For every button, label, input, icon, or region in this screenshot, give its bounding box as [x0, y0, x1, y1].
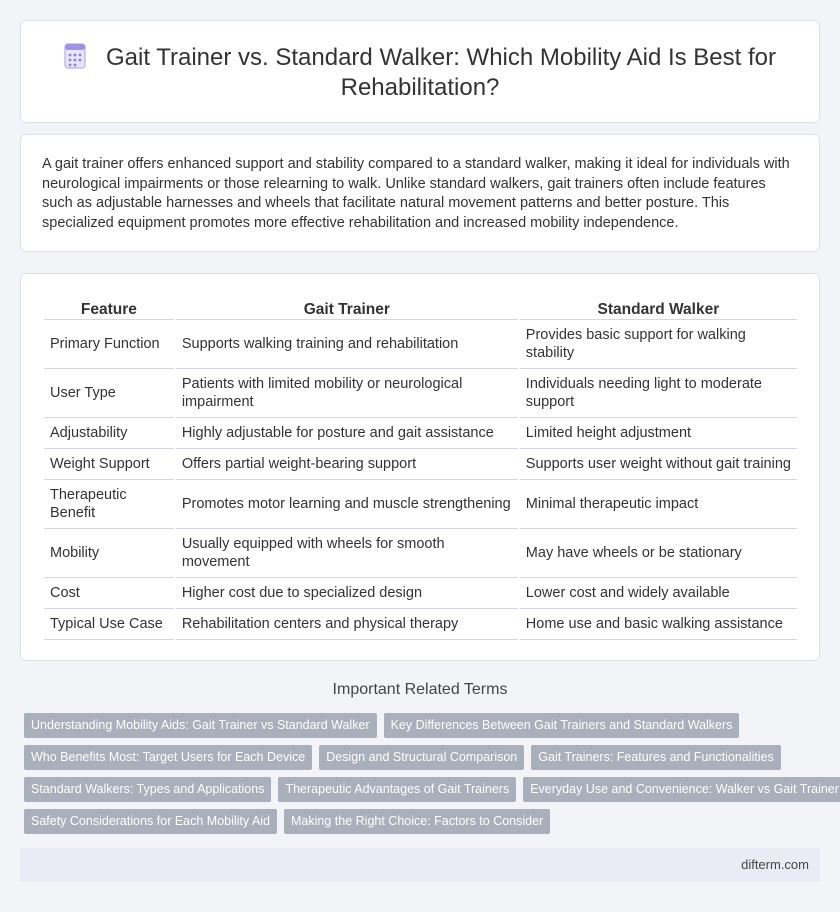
intro-paragraph: A gait trainer offers enhanced support and stability compared to a standard walker, making it ideal for individuals with neurological impairments or those relearning to walk. Unlike standard walkers, gait trainers often include features such as adjustable harnesses and wheels that facilitate natural movement patterns and better posture. This specialized equipment promotes more effective rehabilitation and increased mobility independence.: [42, 156, 790, 231]
table-row: [44, 369, 797, 418]
related-term-tag[interactable]: Standard Walkers: Types and Applications: [24, 777, 271, 802]
gait-trainer-cell: Rehabilitation centers and physical therapy: [176, 609, 518, 640]
related-term-tag[interactable]: Safety Considerations for Each Mobility Aid: [24, 809, 277, 834]
footer: [20, 848, 820, 882]
header-standard-walker: Standard Walker: [520, 294, 797, 320]
gait-trainer-cell: Promotes motor learning and muscle strengthening: [176, 480, 518, 529]
related-term-tag[interactable]: Gait Trainers: Features and Functionalities: [531, 745, 781, 770]
gait-trainer-cell: Highly adjustable for posture and gait assistance: [176, 418, 518, 449]
header-feature: Feature: [44, 294, 174, 320]
feature-cell: Primary Function: [44, 320, 174, 369]
standard-walker-cell: Provides basic support for walking stability: [520, 320, 797, 369]
feature-cell: Weight Support: [44, 449, 174, 480]
related-term-tag[interactable]: Key Differences Between Gait Trainers and Standard Walkers: [384, 713, 740, 738]
table-row: [44, 449, 797, 480]
related-term-tag[interactable]: Therapeutic Advantages of Gait Trainers: [278, 777, 516, 802]
gait-trainer-cell: Supports walking training and rehabilitation: [176, 320, 518, 369]
standard-walker-cell: Lower cost and widely available: [520, 578, 797, 609]
table-row: [44, 480, 797, 529]
feature-cell: Mobility: [44, 529, 174, 578]
feature-cell: Typical Use Case: [44, 609, 174, 640]
table-row: [44, 529, 797, 578]
feature-cell: Adjustability: [44, 418, 174, 449]
footer-site-link[interactable]: difterm.com: [741, 857, 809, 872]
standard-walker-cell: Minimal therapeutic impact: [520, 480, 797, 529]
related-term-tag[interactable]: Who Benefits Most: Target Users for Each Device: [24, 745, 312, 770]
feature-cell: User Type: [44, 369, 174, 418]
gait-trainer-cell: Offers partial weight-bearing support: [176, 449, 518, 480]
page-title-row: [21, 43, 819, 103]
standard-walker-cell: May have wheels or be stationary: [520, 529, 797, 578]
standard-walker-cell: Supports user weight without gait training: [520, 449, 797, 480]
standard-walker-cell: Home use and basic walking assistance: [520, 609, 797, 640]
page-title: Gait Trainer vs. Standard Walker: Which Mobility Aid Is Best for Rehabilitation?: [105, 44, 776, 101]
comparison-table-card: [20, 273, 820, 661]
standard-walker-cell: Individuals needing light to moderate support: [520, 369, 797, 418]
header-gait-trainer: Gait Trainer: [176, 294, 518, 320]
related-terms-title: Important Related Terms: [332, 681, 508, 698]
standard-walker-cell: Limited height adjustment: [520, 418, 797, 449]
gait-trainer-cell: Higher cost due to specialized design: [176, 578, 518, 609]
comparison-table: [42, 294, 799, 640]
gait-trainer-cell: Patients with limited mobility or neurological impairment: [176, 369, 518, 418]
header-card: [20, 20, 820, 123]
feature-cell: Therapeutic Benefit: [44, 480, 174, 529]
table-row: [44, 578, 797, 609]
table-row: [44, 418, 797, 449]
related-term-tag[interactable]: Understanding Mobility Aids: Gait Trainer vs Standard Walker: [24, 713, 377, 738]
feature-cell: Cost: [44, 578, 174, 609]
table-row: [44, 320, 797, 369]
related-terms-tags: [24, 713, 839, 841]
related-term-tag[interactable]: Design and Structural Comparison: [319, 745, 524, 770]
document-icon: [64, 43, 86, 69]
related-term-tag[interactable]: Everyday Use and Convenience: Walker vs Gait Trainer: [523, 777, 840, 802]
intro-card: [20, 134, 820, 252]
table-row: [44, 609, 797, 640]
gait-trainer-cell: Usually equipped with wheels for smooth movement: [176, 529, 518, 578]
related-term-tag[interactable]: Making the Right Choice: Factors to Consider: [284, 809, 550, 834]
